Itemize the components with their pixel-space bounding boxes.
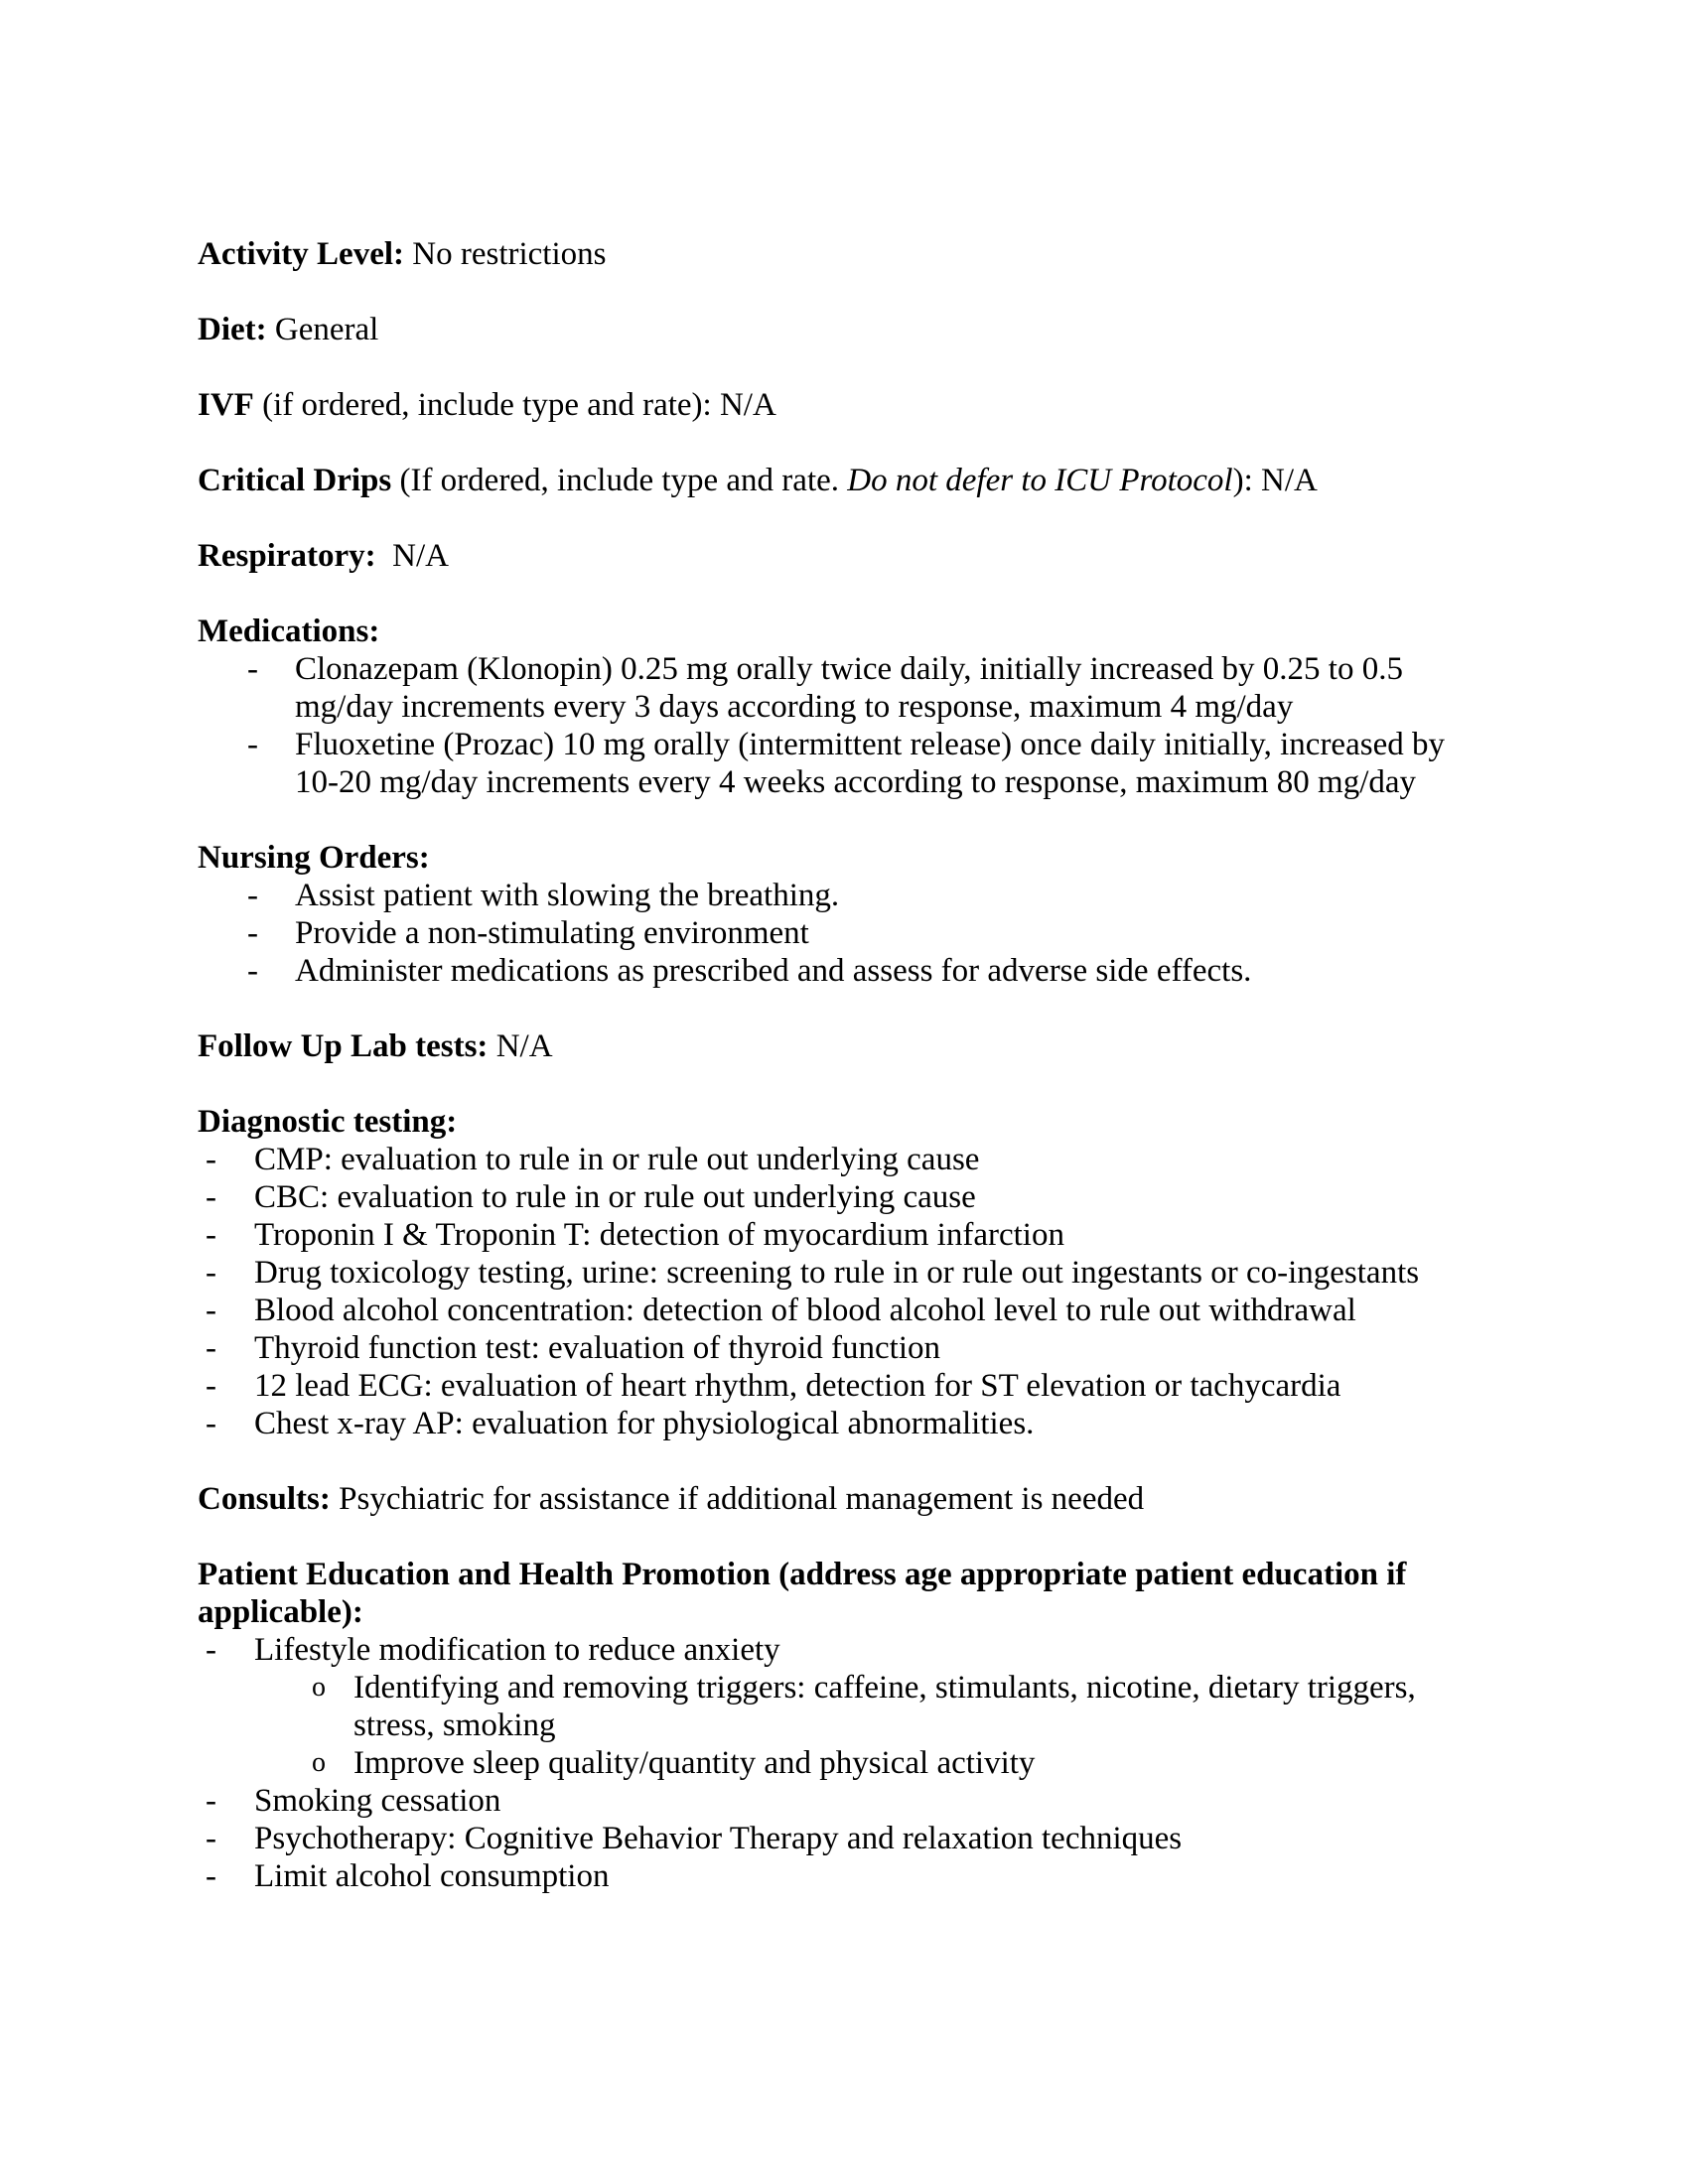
item-text: CBC: evaluation to rule in or rule out underlying cause bbox=[254, 1179, 976, 1215]
dash-bullet: - bbox=[206, 1632, 216, 1668]
consults bbox=[198, 1480, 1491, 1518]
list-item bbox=[198, 1405, 1491, 1442]
label: Consults: bbox=[198, 1481, 331, 1517]
dash-bullet: - bbox=[206, 1217, 216, 1253]
list-item bbox=[198, 1782, 1491, 1820]
value: Psychiatric for assistance if additional management is needed bbox=[330, 1481, 1145, 1517]
item-text: Drug toxicology testing, urine: screening to rule in or rule out ingestants or co-ingestants bbox=[254, 1255, 1420, 1291]
value: General bbox=[266, 312, 379, 347]
item-text: Psychotherapy: Cognitive Behavior Therapy and relaxation techniques bbox=[254, 1821, 1183, 1856]
list-item bbox=[198, 1329, 1491, 1367]
list-item bbox=[198, 1631, 1491, 1782]
list-item bbox=[198, 1292, 1491, 1329]
critical-drips bbox=[198, 462, 1491, 499]
heading: Nursing Orders: bbox=[198, 840, 430, 876]
label: Critical Drips bbox=[198, 463, 392, 498]
item-text: Improve sleep quality/quantity and physical activity bbox=[353, 1745, 1036, 1781]
heading: Medications: bbox=[198, 614, 380, 649]
value: (If ordered, include type and rate. bbox=[391, 463, 848, 498]
dash-bullet: - bbox=[247, 651, 258, 687]
italic-note: Do not defer to ICU Protocol bbox=[847, 463, 1233, 498]
activity-level bbox=[198, 235, 1491, 273]
sub-list-item bbox=[198, 1669, 1491, 1744]
list-item bbox=[198, 1141, 1491, 1178]
list-item bbox=[198, 1367, 1491, 1405]
diagnostic-testing bbox=[198, 1103, 1491, 1442]
dash-bullet: - bbox=[206, 1142, 216, 1177]
dash-bullet: - bbox=[206, 1821, 216, 1856]
item-text: Provide a non-stimulating environment bbox=[295, 915, 809, 951]
item-text: Limit alcohol consumption bbox=[254, 1858, 610, 1894]
list-item bbox=[198, 1216, 1491, 1254]
list-item bbox=[198, 1820, 1491, 1857]
dash-bullet: - bbox=[206, 1368, 216, 1404]
item-text: Troponin I & Troponin T: detection of myocardium infarction bbox=[254, 1217, 1064, 1253]
label: Respiratory: bbox=[198, 538, 376, 574]
document-page bbox=[198, 235, 1491, 1933]
follow-up-labs bbox=[198, 1027, 1491, 1065]
list-item bbox=[198, 952, 1491, 990]
ivf bbox=[198, 386, 1491, 424]
value: No restrictions bbox=[404, 236, 607, 272]
item-text: CMP: evaluation to rule in or rule out underlying cause bbox=[254, 1142, 980, 1177]
item-text: Lifestyle modification to reduce anxiety bbox=[254, 1632, 780, 1668]
list-item bbox=[198, 650, 1491, 726]
dash-bullet: - bbox=[247, 953, 258, 989]
respiratory bbox=[198, 537, 1491, 575]
list-item bbox=[198, 1857, 1491, 1895]
list-item bbox=[198, 877, 1491, 914]
item-text: Smoking cessation bbox=[254, 1783, 501, 1819]
circle-bullet: o bbox=[312, 1747, 326, 1778]
item-text: Administer medications as prescribed and assess for adverse side effects. bbox=[295, 953, 1252, 989]
item-text: 12 lead ECG: evaluation of heart rhythm, detection for ST elevation or tachycardia bbox=[254, 1368, 1341, 1404]
list-item bbox=[198, 726, 1491, 801]
item-text: Chest x-ray AP: evaluation for physiological abnormalities. bbox=[254, 1406, 1035, 1441]
value: N/A bbox=[488, 1028, 553, 1064]
dash-bullet: - bbox=[247, 915, 258, 951]
dash-bullet: - bbox=[206, 1406, 216, 1441]
value: (if ordered, include type and rate): N/A bbox=[253, 387, 776, 423]
item-text: Assist patient with slowing the breathing. bbox=[295, 878, 840, 913]
dash-bullet: - bbox=[206, 1330, 216, 1366]
item-text: Thyroid function test: evaluation of thyroid function bbox=[254, 1330, 941, 1366]
dash-bullet: - bbox=[206, 1783, 216, 1819]
item-text: Identifying and removing triggers: caffeine, stimulants, nicotine, dietary triggers, stress, smoking bbox=[353, 1670, 1416, 1743]
diet bbox=[198, 311, 1491, 348]
value: ): N/A bbox=[1232, 463, 1318, 498]
patient-education bbox=[198, 1556, 1491, 1895]
dash-bullet: - bbox=[247, 727, 258, 762]
item-text: Clonazepam (Klonopin) 0.25 mg orally twice daily, initially increased by 0.25 to 0.5 mg/day increments every 3 days according to response, maximum 4 mg/day bbox=[295, 651, 1403, 725]
nursing-orders bbox=[198, 839, 1491, 990]
item-text: Fluoxetine (Prozac) 10 mg orally (intermittent release) once daily initially, increased by 10-20 mg/day increments every 4 weeks according to response, maximum 80 mg/day bbox=[295, 727, 1445, 800]
label: Diet: bbox=[198, 312, 267, 347]
dash-bullet: - bbox=[206, 1858, 216, 1894]
list-item bbox=[198, 1254, 1491, 1292]
value: N/A bbox=[375, 538, 449, 574]
heading: Patient Education and Health Promotion (address age appropriate patient education if applicable): bbox=[198, 1557, 1407, 1630]
dash-bullet: - bbox=[206, 1179, 216, 1215]
dash-bullet: - bbox=[247, 878, 258, 913]
label: Follow Up Lab tests: bbox=[198, 1028, 489, 1064]
item-text: Blood alcohol concentration: detection of blood alcohol level to rule out withdrawal bbox=[254, 1293, 1356, 1328]
label: IVF bbox=[198, 387, 254, 423]
medications bbox=[198, 613, 1491, 801]
label: Activity Level: bbox=[198, 236, 405, 272]
list-item bbox=[198, 1178, 1491, 1216]
dash-bullet: - bbox=[206, 1255, 216, 1291]
sub-list-item bbox=[198, 1744, 1491, 1782]
heading: Diagnostic testing: bbox=[198, 1104, 458, 1140]
dash-bullet: - bbox=[206, 1293, 216, 1328]
list-item bbox=[198, 914, 1491, 952]
circle-bullet: o bbox=[312, 1672, 326, 1703]
